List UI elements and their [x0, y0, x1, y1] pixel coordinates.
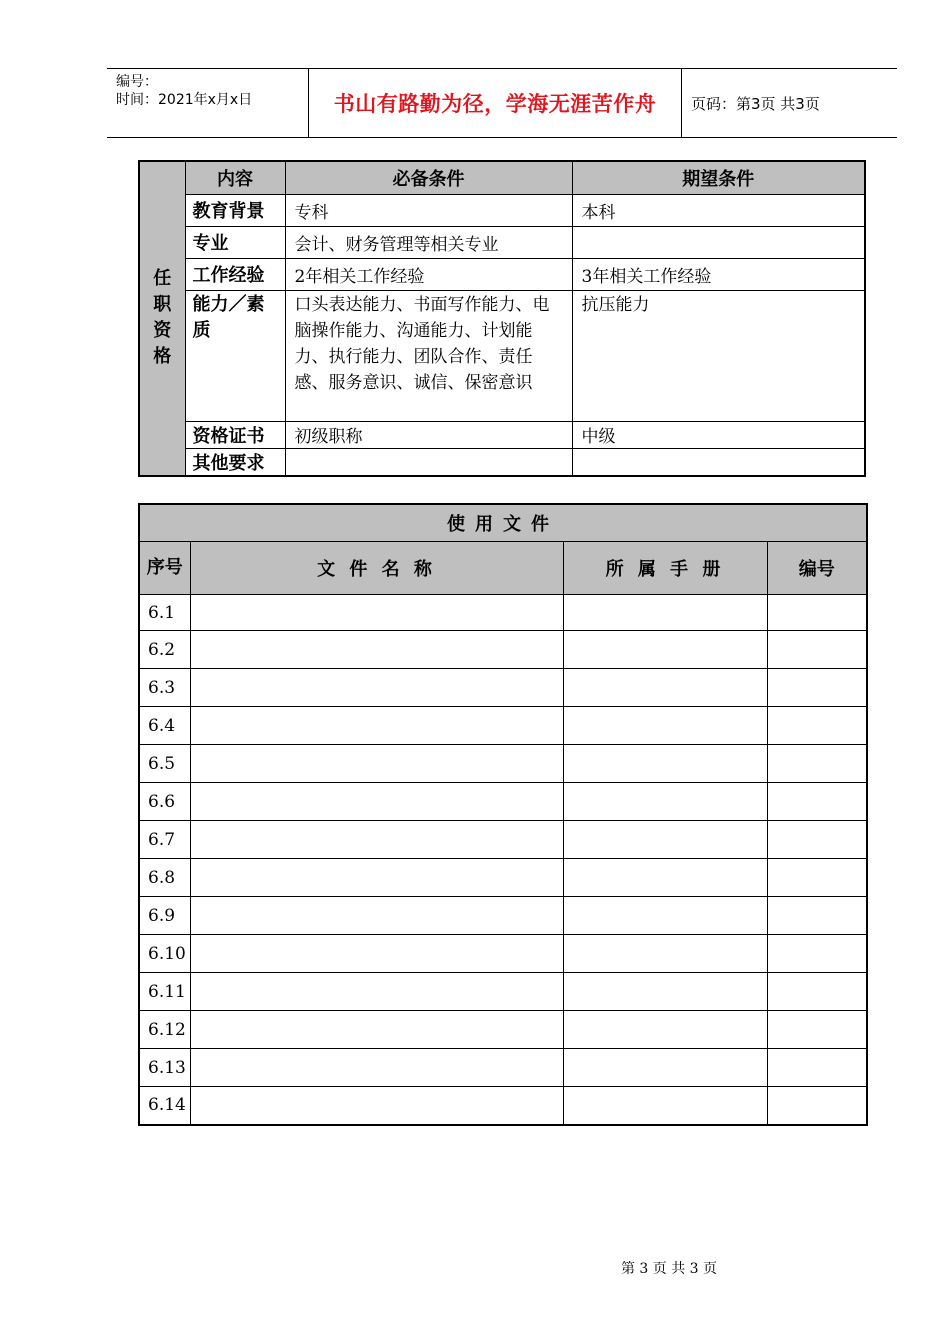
row-number: 6.4 [139, 707, 190, 745]
expected-major [572, 226, 865, 258]
side-label-char: 格 [153, 346, 172, 368]
column-header-code: 编号 [767, 542, 867, 595]
manual-cell [563, 707, 767, 745]
table-row [139, 669, 867, 707]
required-abilities: 口头表达能力、书面写作能力、电脑操作能力、沟通能力、计划能力、执行能力、团队合作、责任感、服务意识、诚信、保密意识 [285, 290, 572, 421]
file-name-cell [190, 973, 563, 1011]
row-number: 6.13 [139, 1049, 190, 1087]
expected-abilities: 抗压能力 [572, 290, 865, 421]
row-number: 6.3 [139, 669, 190, 707]
row-label-abilities: 能力／素质 [185, 290, 285, 421]
table-row [139, 783, 867, 821]
manual-cell [563, 595, 767, 631]
footer-page-number: 第 3 页 共 3 页 [620, 1261, 718, 1277]
document-time-label: 时间：2021年x月x日 [116, 92, 253, 108]
code-cell [767, 783, 867, 821]
page-footer [0, 1258, 950, 1278]
required-certificate: 初级职称 [285, 421, 572, 448]
column-header-manual: 所 属 手 册 [563, 542, 767, 595]
row-number: 6.9 [139, 897, 190, 935]
motto: 书山有路勤为径，学海无涯苦作舟 [333, 92, 657, 116]
manual-cell [563, 821, 767, 859]
table-row [139, 821, 867, 859]
file-name-cell [190, 859, 563, 897]
manual-cell [563, 1011, 767, 1049]
expected-other [572, 448, 865, 476]
page-info: 页码：第3页 共3页 [691, 94, 820, 113]
file-name-cell [190, 1011, 563, 1049]
row-label-experience: 工作经验 [185, 258, 285, 290]
code-cell [767, 859, 867, 897]
table-row [139, 226, 865, 258]
file-name-cell [190, 783, 563, 821]
row-label-education: 教育背景 [185, 194, 285, 226]
file-name-cell [190, 707, 563, 745]
table-row [139, 595, 867, 631]
manual-cell [563, 859, 767, 897]
code-cell [767, 631, 867, 669]
required-education: 专科 [285, 194, 572, 226]
manual-cell [563, 1087, 767, 1125]
code-cell [767, 669, 867, 707]
expected-experience: 3年相关工作经验 [572, 258, 865, 290]
column-header-file-name: 文 件 名 称 [190, 542, 563, 595]
table-row [139, 973, 867, 1011]
code-cell [767, 745, 867, 783]
file-name-cell [190, 595, 563, 631]
table-row [139, 1049, 867, 1087]
table-row [139, 1087, 867, 1125]
document-number-label: 编号： [116, 74, 158, 90]
table-row [139, 1011, 867, 1049]
documents-table-title: 使用文件 [139, 504, 867, 542]
table-row [139, 421, 865, 448]
code-cell [767, 595, 867, 631]
header-motto-cell [309, 69, 682, 137]
row-number: 6.2 [139, 631, 190, 669]
code-cell [767, 821, 867, 859]
column-header-expected: 期望条件 [572, 161, 865, 194]
header-meta [107, 69, 309, 137]
side-label-text [140, 266, 185, 370]
code-cell [767, 935, 867, 973]
qualifications-side-label [139, 161, 185, 476]
expected-certificate: 中级 [572, 421, 865, 448]
table-row [139, 935, 867, 973]
table-row [139, 745, 867, 783]
row-label-certificate: 资格证书 [185, 421, 285, 448]
file-name-cell [190, 897, 563, 935]
row-number: 6.1 [139, 595, 190, 631]
expected-education: 本科 [572, 194, 865, 226]
column-header-required: 必备条件 [285, 161, 572, 194]
row-number: 6.7 [139, 821, 190, 859]
required-experience: 2年相关工作经验 [285, 258, 572, 290]
row-number: 6.5 [139, 745, 190, 783]
side-label-char: 任 [153, 268, 172, 290]
row-number: 6.12 [139, 1011, 190, 1049]
header-page-cell [682, 69, 897, 137]
row-number: 6.14 [139, 1087, 190, 1125]
code-cell [767, 707, 867, 745]
manual-cell [563, 745, 767, 783]
row-number: 6.11 [139, 973, 190, 1011]
side-label-char: 职 [153, 294, 172, 316]
code-cell [767, 973, 867, 1011]
table-row [139, 448, 865, 476]
table-row [139, 859, 867, 897]
qualifications-table [138, 160, 866, 477]
file-name-cell [190, 1049, 563, 1087]
code-cell [767, 1049, 867, 1087]
code-cell [767, 897, 867, 935]
manual-cell [563, 935, 767, 973]
manual-cell [563, 973, 767, 1011]
code-cell [767, 1011, 867, 1049]
manual-cell [563, 897, 767, 935]
required-other [285, 448, 572, 476]
manual-cell [563, 1049, 767, 1087]
file-name-cell [190, 669, 563, 707]
table-row [139, 707, 867, 745]
table-row [139, 194, 865, 226]
documents-table-body [139, 595, 867, 1125]
file-name-cell [190, 1087, 563, 1125]
row-number: 6.8 [139, 859, 190, 897]
side-label-char: 资 [153, 320, 172, 342]
manual-cell [563, 631, 767, 669]
row-number: 6.10 [139, 935, 190, 973]
row-label-other: 其他要求 [185, 448, 285, 476]
table-row [139, 290, 865, 421]
table-row [139, 631, 867, 669]
page-header [107, 68, 897, 138]
row-label-major: 专业 [185, 226, 285, 258]
table-row [139, 258, 865, 290]
file-name-cell [190, 935, 563, 973]
file-name-cell [190, 821, 563, 859]
required-major: 会计、财务管理等相关专业 [285, 226, 572, 258]
code-cell [767, 1087, 867, 1125]
documents-table [138, 503, 868, 1126]
column-header-number: 序号 [139, 542, 190, 595]
row-number: 6.6 [139, 783, 190, 821]
manual-cell [563, 669, 767, 707]
column-header-content: 内容 [185, 161, 285, 194]
file-name-cell [190, 631, 563, 669]
file-name-cell [190, 745, 563, 783]
manual-cell [563, 783, 767, 821]
table-row [139, 897, 867, 935]
